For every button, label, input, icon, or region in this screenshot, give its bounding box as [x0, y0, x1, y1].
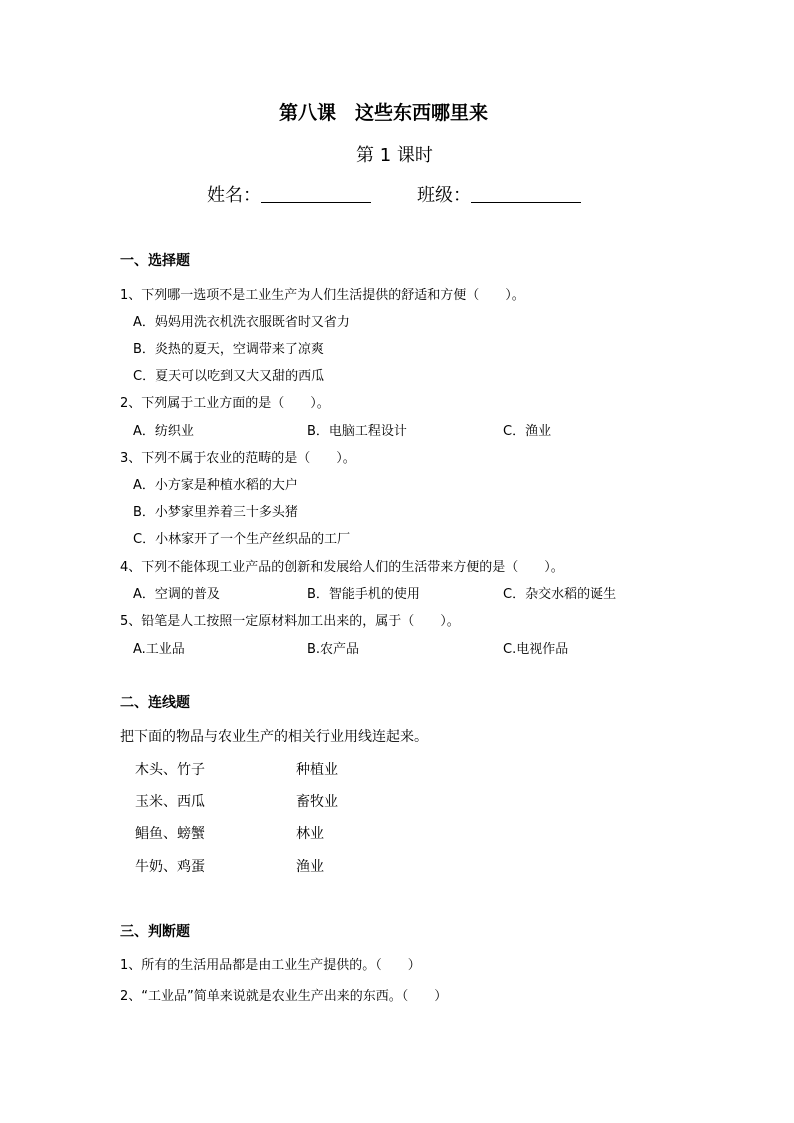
class-label: 班级：	[417, 185, 471, 206]
option-1a: A．妈妈用洗衣机洗衣服既省时又省力	[133, 315, 350, 330]
option-3b: B．小梦家里养着三十多头猪	[133, 505, 298, 520]
judge-question-1: 1、所有的生活用品都是由工业生产提供的。（ ）	[120, 958, 421, 973]
option-4c: C．杂交水稻的诞生	[503, 587, 617, 602]
question-3: 3、下列不属于农业的范畴的是（ ）。	[120, 451, 356, 466]
match-left-item: 玉米、西瓜	[135, 794, 205, 810]
section-heading-matching: 二、连线题	[120, 695, 190, 711]
class-blank[interactable]	[471, 184, 581, 203]
question-2: 2、下列属于工业方面的是（ ）。	[120, 396, 330, 411]
class-field[interactable]	[417, 181, 581, 207]
question-5: 5、铅笔是人工按照一定原材料加工出来的，属于（ ）。	[120, 614, 460, 629]
option-4a: A．空调的普及	[133, 587, 220, 602]
match-left-item: 牛奶、鸡蛋	[135, 859, 205, 875]
option-5a: A.工业品	[133, 642, 185, 657]
name-blank[interactable]	[261, 184, 371, 203]
match-right-item: 渔业	[296, 859, 324, 875]
option-1b: B．炎热的夏天，空调带来了凉爽	[133, 342, 324, 357]
section-heading-choice: 一、选择题	[120, 253, 190, 269]
judge-question-2: 2、“工业品”简单来说就是农业生产出来的东西。（ ）	[120, 989, 448, 1004]
name-field[interactable]	[207, 181, 371, 207]
option-2c: C．渔业	[503, 424, 552, 439]
match-left-item: 鲳鱼、螃蟹	[135, 826, 205, 842]
match-left-item: 木头、竹子	[135, 762, 205, 778]
option-5c: C.电视作品	[503, 642, 569, 657]
option-4b: B．智能手机的使用	[307, 587, 420, 602]
question-1: 1、下列哪一选项不是工业生产为人们生活提供的舒适和方便（ ）。	[120, 288, 525, 303]
page-subtitle: 第 1 课时	[356, 145, 433, 166]
option-5b: B.农产品	[307, 642, 360, 657]
option-2a: A．纺织业	[133, 424, 194, 439]
option-2b: B．电脑工程设计	[307, 424, 407, 439]
match-right-item: 林业	[296, 826, 324, 842]
match-right-item: 畜牧业	[296, 794, 338, 810]
page-title: 第八课 这些东西哪里来	[279, 102, 489, 124]
match-right-item: 种植业	[296, 762, 338, 778]
option-3a: A．小方家是种植水稻的大户	[133, 478, 298, 493]
section-heading-judge: 三、判断题	[120, 924, 190, 940]
name-label: 姓名：	[207, 185, 261, 206]
question-4: 4、下列不能体现工业产品的创新和发展给人们的生活带来方便的是（ ）。	[120, 560, 564, 575]
option-1c: C．夏天可以吃到又大又甜的西瓜	[133, 369, 325, 384]
option-3c: C．小林家开了一个生产丝织品的工厂	[133, 532, 351, 547]
matching-instruction: 把下面的物品与农业生产的相关行业用线连起来。	[120, 729, 428, 745]
